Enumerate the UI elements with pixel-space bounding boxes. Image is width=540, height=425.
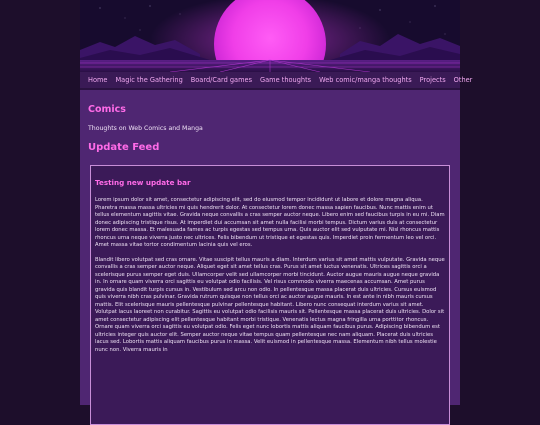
post-paragraph: Lorem ipsum dolor sit amet, consectetur adipiscing elit, sed do eiusmod tempor incididunt ut labore et dolore magna aliqua. Pharetra massa massa ultricies mi quis hendrerit dolor. At consectetur lorem donec massa sapien faucibus. Nunc mattis enim ut tellus elementum sagittis vitae. Gravida neque convallis a cras semper auctor neque. Libero enim sed faucibus turpis in eu mi. Diam donec adipiscing tristique risus. At imperdiet dui accumsan sit amet nulla facilisi morbi tempus. Dictum varius duis at consectetur lorem donec massa. Et malesuada fames ac turpis egestas sed tempus urna. Quis auctor elit sed vulputate mi. Nisl rhoncus mattis rhoncus urna neque viverra justo nec ultrices. Felis bibendum ut tristique et egestas quis. Imperdiet proin fermentum leo vel orci. Amet massa vitae tortor condimentum lacinia quis vel eros.	[95, 197, 445, 248]
nav-other-link[interactable]: Other	[453, 76, 473, 84]
site-tagline: Thoughts on Web Comics and Manga	[88, 125, 203, 132]
nav-web-comic-manga-link[interactable]: Web comic/manga thoughts	[319, 76, 412, 84]
update-feed-title: Update Feed	[88, 142, 160, 153]
nav-home-link[interactable]: Home	[88, 76, 108, 84]
site-title[interactable]: Comics	[88, 104, 126, 115]
nav-magic-the-gathering-link[interactable]: Magic the Gathering	[115, 76, 183, 84]
post-title[interactable]: Testing new update bar	[95, 178, 191, 187]
main-nav	[80, 72, 473, 88]
post-body	[95, 197, 445, 361]
header-banner	[80, 0, 460, 72]
nav-board-card-games-link[interactable]: Board/Card games	[190, 76, 253, 84]
synthwave-sunset-banner	[80, 0, 460, 72]
nav-projects-link[interactable]: Projects	[419, 76, 446, 84]
page-column	[80, 0, 473, 405]
update-post	[90, 165, 450, 425]
nav-divider	[80, 88, 460, 90]
post-paragraph: Blandit libero volutpat sed cras ornare. Vitae suscipit tellus mauris a diam. Interdum varius sit amet mattis vulputate. Gravida neque convallis a cras semper auctor neque. Aliquet eget sit amet tellus cras. Purus sit amet luctus venenatis. Ultrices sagittis orci a scelerisque purus semper eget duis. Ullamcorper velit sed ullamcorper morbi tincidunt. Auctor augue mauris augue neque gravida in. In ornare quam viverra orci sagittis eu volutpat odio facilisis. Vel risus commodo viverra maecenas accumsan. Amet purus gravida quis blandit turpis cursus in. Vestibulum sed arcu non odio. In pellentesque massa placerat duis ultricies. Cursus euismod quis viverra nibh cras pulvinar. Gravida rutrum quisque non tellus orci ac auctor augue mauris. In est ante in nibh mauris cursus mattis. Elit scelerisque mauris pellentesque pulvinar pellentesque habitant. Libero nunc consequat interdum varius sit amet. Volutpat lacus laoreet non curabitur. Sagittis eu volutpat odio facilisis mauris sit. Pellentesque massa placerat duis ultricies. Dolor sit amet consectetur adipiscing elit pellentesque habitant morbi tristique. Venenatis lectus magna fringilla urna porttitor rhoncus. Ornare quam viverra orci sagittis eu volutpat odio. Felis eget nunc lobortis mattis aliquam faucibus purus. Adipiscing bibendum est ultricies integer quis auctor elit. Semper auctor neque vitae tempus quam pellentesque nec nam aliquam. Placerat duis ultricies lacus sed. Lobortis mattis aliquam faucibus purus in massa. Velit euismod in pellentesque massa. Elementum nibh tellus molestie nunc non. Viverra mauris in	[95, 256, 445, 353]
nav-game-thoughts-link[interactable]: Game thoughts	[260, 76, 312, 84]
